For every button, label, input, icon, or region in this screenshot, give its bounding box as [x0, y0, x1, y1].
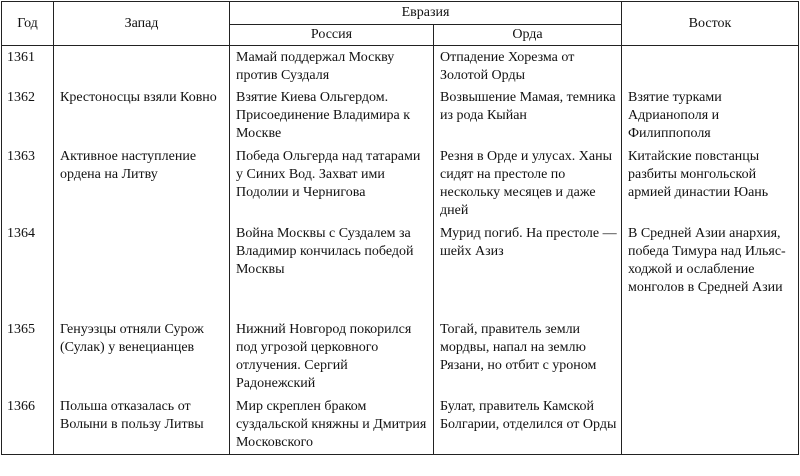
cell-west [54, 222, 230, 318]
header-eurasia: Евразия [230, 2, 622, 25]
cell-year: 1365 [2, 318, 54, 395]
cell-horde: Возвышение Мамая, темника из рода Кыйан [434, 86, 622, 145]
cell-east: Взятие турками Адрианополя и Филиппополя [622, 86, 799, 145]
table-row [2, 86, 799, 145]
cell-russia: Взятие Киева Ольгердом. Присоединение Владимира к Москве [230, 86, 434, 145]
cell-russia: Мамай поддержал Москву против Суздаля [230, 46, 434, 86]
cell-year: 1361 [2, 46, 54, 86]
header-horde: Орда [434, 25, 622, 46]
table-row [2, 395, 799, 455]
cell-year: 1363 [2, 145, 54, 222]
header-east: Восток [622, 2, 799, 46]
cell-russia: Мир скреплен браком суздальской княжны и Дмитрия Московского [230, 395, 434, 455]
cell-horde: Мурид погиб. На престоле — шейх Азиз [434, 222, 622, 318]
cell-west: Генуэзцы отняли Сурож (Сулак) у венецианцев [54, 318, 230, 395]
header-west: Запад [54, 2, 230, 46]
cell-east [622, 46, 799, 86]
table-row [2, 318, 799, 395]
table-row [2, 222, 799, 318]
table-row [2, 46, 799, 86]
cell-year: 1366 [2, 395, 54, 455]
cell-horde: Отпадение Хорезма от Золотой Орды [434, 46, 622, 86]
cell-west: Польша отказалась от Волыни в пользу Литвы [54, 395, 230, 455]
cell-year: 1362 [2, 86, 54, 145]
cell-west: Крестоносцы взяли Ковно [54, 86, 230, 145]
cell-horde: Тогай, правитель земли мордвы, напал на землю Рязани, но отбит с уроном [434, 318, 622, 395]
cell-year: 1364 [2, 222, 54, 318]
cell-horde: Резня в Орде и улусах. Ханы сидят на престоле по нескольку месяцев и даже дней [434, 145, 622, 222]
cell-east [622, 395, 799, 455]
cell-east [622, 318, 799, 395]
cell-east: Китайские повстанцы разбиты монгольской армией династии Юань [622, 145, 799, 222]
cell-west: Активное наступление ордена на Литву [54, 145, 230, 222]
table-row [2, 145, 799, 222]
cell-russia: Победа Ольгерда над татарами у Синих Вод. Захват ими Подолии и Чернигова [230, 145, 434, 222]
chronology-table [1, 1, 799, 455]
cell-west [54, 46, 230, 86]
header-row-top [2, 2, 799, 25]
header-year: Год [2, 2, 54, 46]
cell-russia: Нижний Новгород покорился под угрозой церковного отлучения. Сергий Радонежский [230, 318, 434, 395]
cell-horde: Булат, правитель Камской Болгарии, отделился от Орды [434, 395, 622, 455]
cell-russia: Война Москвы с Суздалем за Владимир кончилась победой Москвы [230, 222, 434, 318]
cell-east: В Средней Азии анархия, победа Тимура над Ильяс-ходжой и ослабление монголов в Средней Азии [622, 222, 799, 318]
header-russia: Россия [230, 25, 434, 46]
